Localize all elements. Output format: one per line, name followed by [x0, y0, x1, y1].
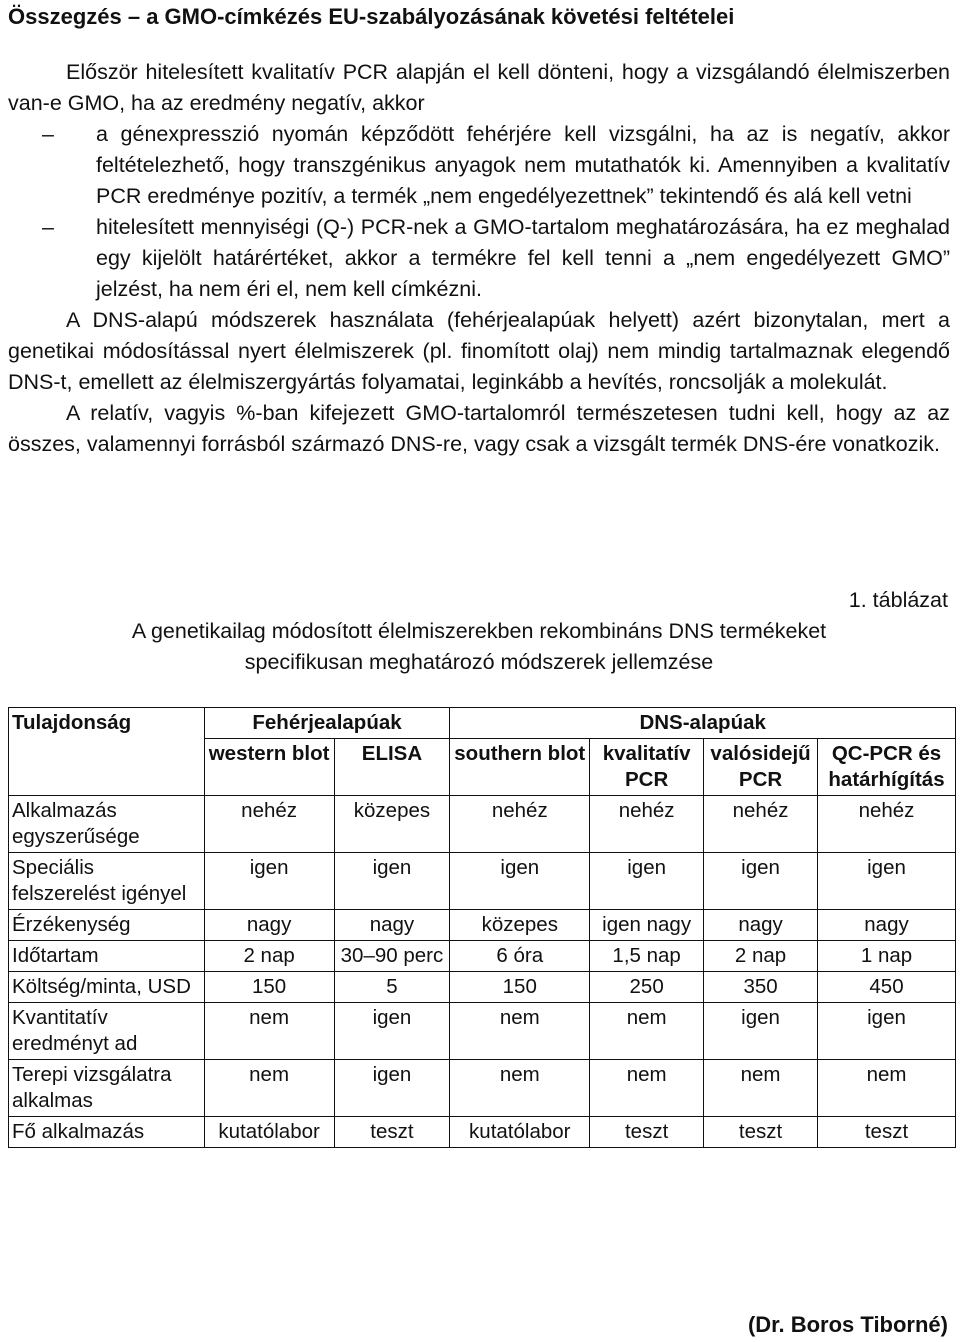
dash-mark: –: [42, 215, 54, 239]
table-caption: [8, 616, 950, 678]
table-cell: nem: [450, 1060, 590, 1117]
table-caption-line-1: A genetikailag módosított élelmiszerekben rekombináns DNS termékeket: [131, 619, 827, 643]
table-row: [9, 796, 956, 853]
table-cell: igen: [450, 853, 590, 910]
table-cell: közepes: [450, 910, 590, 941]
table-cell: 350: [704, 972, 818, 1003]
table-cell: nagy: [204, 910, 334, 941]
header-dna-group: DNS-alapúak: [450, 708, 956, 739]
row-label: Alkalmazás egyszerűsége: [9, 796, 205, 853]
table-cell: nehéz: [450, 796, 590, 853]
header-method: southern blot: [450, 739, 590, 796]
dash-item-qpcr-text: hitelesített mennyiségi (Q-) PCR-nek a GMO-tartalom meghatározására, ha ez meghalad egy kijelölt határértéket, akkor a termékre fel kell tenni a „nem engedélyezett GMO” jelzést, ha nem éri el, nem kell címkézni.: [96, 215, 950, 301]
table-cell: igen: [334, 1060, 450, 1117]
table-cell: 150: [450, 972, 590, 1003]
page-heading: Összegzés – a GMO-címkézés EU-szabályozásának követési feltételei: [8, 4, 735, 29]
body-text: [8, 57, 950, 460]
table-cell: kutatólabor: [450, 1117, 590, 1148]
table-cell: teszt: [590, 1117, 704, 1148]
table-cell: közepes: [334, 796, 450, 853]
table-number: 1. táblázat: [848, 588, 948, 612]
table-cell: igen nagy: [590, 910, 704, 941]
header-method: valósidejű PCR: [704, 739, 818, 796]
table-cell: nagy: [704, 910, 818, 941]
table-cell: 1 nap: [818, 941, 956, 972]
table-cell: igen: [204, 853, 334, 910]
table-row: [9, 1003, 956, 1060]
table-row: [9, 1060, 956, 1117]
table-cell: teszt: [704, 1117, 818, 1148]
methods-table: [8, 707, 956, 1148]
row-label: Speciális felszerelést igényel: [9, 853, 205, 910]
table-cell: igen: [590, 853, 704, 910]
table-cell: nem: [204, 1003, 334, 1060]
table-cell: 6 óra: [450, 941, 590, 972]
table-body: [9, 796, 956, 1148]
table-caption-line-2: specifikusan meghatározó módszerek jellemzése: [244, 650, 714, 674]
table-cell: nehéz: [818, 796, 956, 853]
table-cell: 2 nap: [704, 941, 818, 972]
table-cell: 30–90 perc: [334, 941, 450, 972]
table-cell: 250: [590, 972, 704, 1003]
dash-item-protein-text: a génexpresszió nyomán képződött fehérjére kell vizsgálni, ha az is negatív, akkor feltételezhető, hogy transzgénikus anyagok nem mutathatók ki. Amennyiben a kvalitatív PCR eredménye pozitív, a termék „nem engedélyezettnek” tekintendő és alá kell vetni: [96, 122, 950, 208]
table-cell: 5: [334, 972, 450, 1003]
table-cell: igen: [818, 853, 956, 910]
table-cell: nem: [590, 1060, 704, 1117]
row-label: Időtartam: [9, 941, 205, 972]
table-cell: nem: [590, 1003, 704, 1060]
table-cell: igen: [704, 853, 818, 910]
table-cell: igen: [704, 1003, 818, 1060]
header-method: kvalitatív PCR: [590, 739, 704, 796]
dash-item-qpcr: [8, 212, 950, 305]
table-row: [9, 941, 956, 972]
author: (Dr. Boros Tiborné): [747, 1312, 948, 1337]
table-cell: igen: [334, 853, 450, 910]
table-cell: nehéz: [704, 796, 818, 853]
table-cell: teszt: [818, 1117, 956, 1148]
paragraph-intro: Először hitelesített kvalitatív PCR alapján el kell dönteni, hogy a vizsgálandó élelmiszerben van-e GMO, ha az eredmény negatív, akkor: [8, 60, 950, 115]
dash-item-protein: [8, 119, 950, 212]
table-cell: 1,5 nap: [590, 941, 704, 972]
table-cell: 2 nap: [204, 941, 334, 972]
table-cell: nem: [204, 1060, 334, 1117]
header-method: ELISA: [334, 739, 450, 796]
header-method: western blot: [204, 739, 334, 796]
table-cell: nehéz: [590, 796, 704, 853]
dash-mark: –: [42, 122, 54, 146]
table-cell: nagy: [818, 910, 956, 941]
table-row: [9, 853, 956, 910]
row-label: Költség/minta, USD: [9, 972, 205, 1003]
table-cell: nehéz: [204, 796, 334, 853]
table-cell: nem: [704, 1060, 818, 1117]
table-cell: nem: [450, 1003, 590, 1060]
table-cell: 150: [204, 972, 334, 1003]
table-cell: nem: [818, 1060, 956, 1117]
row-label: Terepi vizsgálatra alkalmas: [9, 1060, 205, 1117]
row-label: Kvantitatív eredményt ad: [9, 1003, 205, 1060]
header-protein-group: Fehérjealapúak: [204, 708, 450, 739]
table-cell: teszt: [334, 1117, 450, 1148]
table-row: [9, 910, 956, 941]
header-property: Tulajdonság: [9, 708, 205, 796]
row-label: Fő alkalmazás: [9, 1117, 205, 1148]
table-header-row-groups: [9, 708, 956, 739]
paragraph-relative-content: A relatív, vagyis %-ban kifejezett GMO-tartalomról természetesen tudni kell, hogy az az összes, valamennyi forrásból származó DNS-re, vagy csak a vizsgált termék DNS-ére vonatkozik.: [8, 401, 950, 456]
table-cell: kutatólabor: [204, 1117, 334, 1148]
table-cell: nagy: [334, 910, 450, 941]
row-label: Érzékenység: [9, 910, 205, 941]
table-cell: 450: [818, 972, 956, 1003]
table-cell: igen: [334, 1003, 450, 1060]
table-cell: igen: [818, 1003, 956, 1060]
table-row: [9, 972, 956, 1003]
paragraph-dna-methods: A DNS-alapú módszerek használata (fehérjealapúak helyett) azért bizonytalan, mert a genetikai módosítással nyert élelmiszerek (pl. finomított olaj) nem mindig tartalmaznak elegendő DNS-t, emellett az élelmiszergyártás folyamatai, leginkább a hevítés, roncsolják a molekulát.: [8, 308, 950, 394]
header-method: QC-PCR és határhígítás: [818, 739, 956, 796]
table-row: [9, 1117, 956, 1148]
